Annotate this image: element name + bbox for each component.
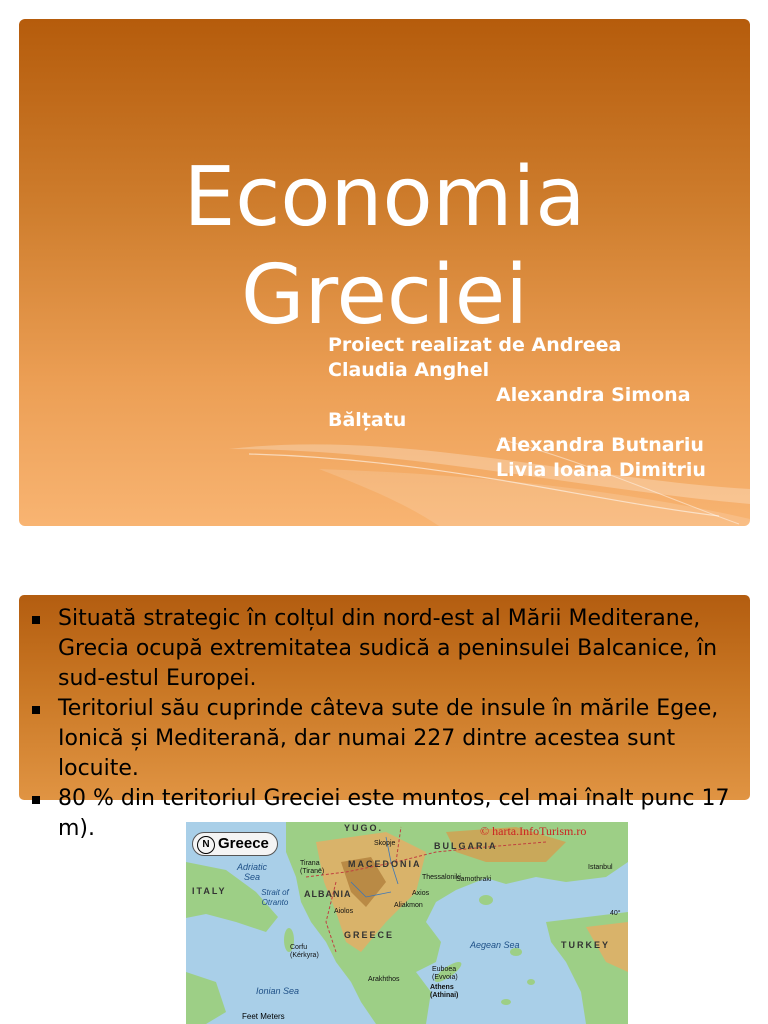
map-label-city: Istanbul (588, 864, 613, 871)
bullet-text: Teritoriul său cuprinde câteva sute de insule în mările Egee, Ionică și Mediterană, dar numai 227 dintre acestea sunt locuite. (58, 696, 719, 781)
map-label-city: Skopje (374, 840, 396, 847)
title-line-2: Greciei (241, 248, 528, 343)
bullet-text: Situată strategic în colțul din nord-est al Mării Mediterane, Grecia ocupă extremitatea sudică a peninsulei Balcanice, în sud-estul Europei. (58, 606, 718, 691)
authors-subtitle (328, 333, 743, 483)
title-slide (19, 19, 750, 526)
author-line: Alexandra Butnariu (496, 434, 704, 456)
bullet-marker-icon (32, 616, 40, 624)
author-line: Bălțatu (328, 409, 407, 431)
greece-map (186, 822, 628, 1024)
map-label-country: ALBANIA (304, 889, 352, 899)
author-line: Claudia Anghel (328, 359, 490, 381)
bullet-item (32, 604, 752, 694)
map-label-country: TURKEY (561, 940, 611, 950)
map-label-country: MACEDONIA (348, 859, 422, 869)
map-credit: © harta.InfoTurism.ro (480, 824, 587, 838)
map-label-city: Corfu (Kérkyra) (290, 944, 319, 959)
map-label-city: Axios (412, 890, 430, 897)
map-label-city: Aliakmon (394, 902, 423, 909)
map-label-sea: Ionian Sea (256, 986, 300, 996)
map-legend: Feet Meters (242, 1012, 285, 1021)
map-label-country: GREECE (344, 930, 395, 940)
author-line: Alexandra Simona (496, 384, 691, 406)
map-label-city: Tirana (Tiranë) (300, 860, 325, 875)
map-label-latitude: 40° (610, 910, 621, 917)
map-label-city: Arakhthos (368, 976, 400, 983)
map-label-country: YUGO. (344, 823, 384, 833)
map-label-country: ITALY (192, 886, 227, 896)
author-line: Proiect realizat de Andreea (328, 334, 622, 356)
bullet-list (32, 604, 752, 844)
author-line: Livia Ioana Dimitriu (496, 459, 706, 481)
map-label-city: Samothraki (456, 876, 492, 883)
map-label-city: Aiolos (334, 908, 354, 915)
map-label-city: Athens (Athinai) (430, 984, 459, 999)
slide-title (19, 149, 750, 345)
bullet-marker-icon (32, 796, 40, 804)
north-compass-icon: N (197, 836, 215, 854)
map-label-city: Euboea (Evvoia) (432, 966, 458, 981)
bullet-marker-icon (32, 706, 40, 714)
title-line-1: Economia (183, 150, 586, 245)
map-title-text: Greece (218, 835, 269, 852)
map-label-city: Thessaloniki (422, 874, 461, 881)
bullet-item (32, 694, 752, 784)
map-label-country: BULGARIA (434, 841, 498, 851)
bullet-text: 80 % din teritoriul Greciei este muntos, cel mai înalt punc 17 m). (58, 786, 730, 841)
map-label-sea: Adriatic Sea (236, 862, 267, 882)
map-title (192, 832, 278, 856)
map-label-sea: Strait of Otranto (261, 888, 289, 907)
map-label-sea: Aegean Sea (470, 940, 520, 950)
